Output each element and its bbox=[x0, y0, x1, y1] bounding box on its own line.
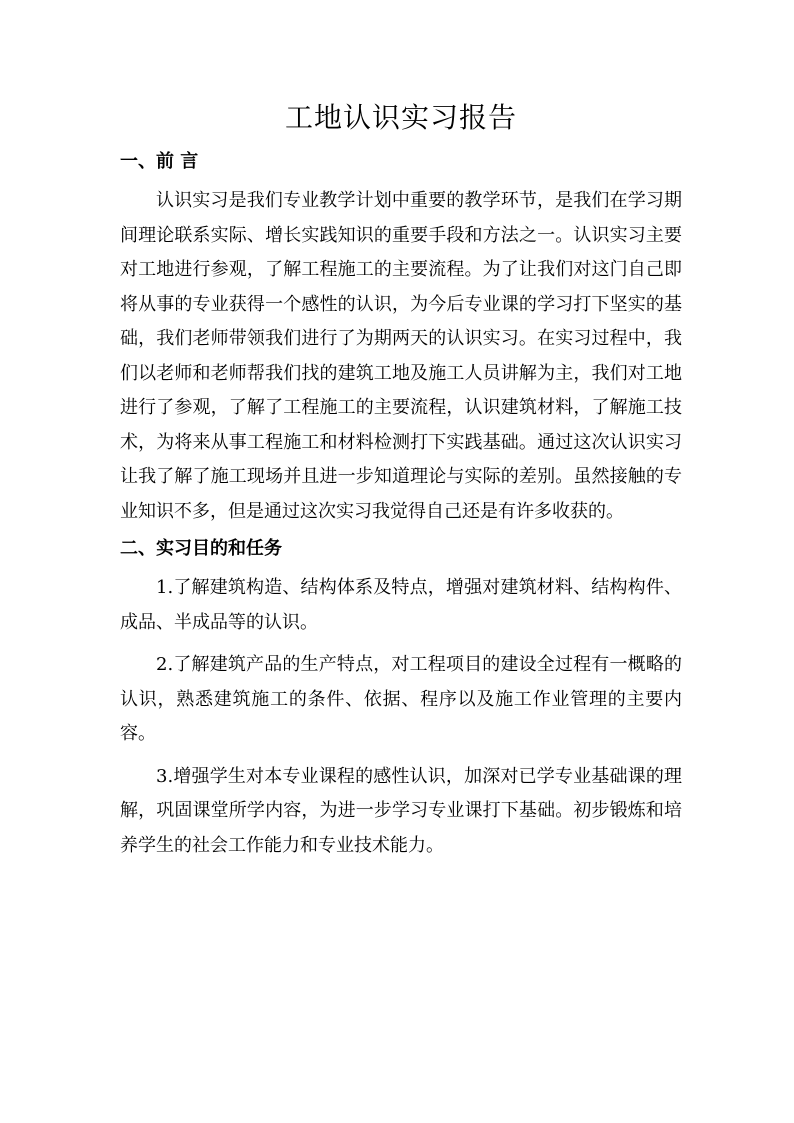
document-title: 工地认识实习报告 bbox=[284, 101, 517, 134]
section-heading-objectives: 二、实习目的和任务 bbox=[120, 538, 282, 559]
objective-item-2: 2.了解建筑产品的生产特点，对工程项目的建设全过程有一概略的认识，熟悉建筑施工的条件、依据、程序以及施工作业管理的主要内容。 bbox=[120, 654, 682, 744]
section-heading-preface: 一、前 言 bbox=[120, 151, 199, 172]
objective-item-1: 1.了解建筑构造、结构体系及特点，增强对建筑材料、结构构件、成品、半成品等的认识。 bbox=[120, 577, 682, 633]
preface-paragraph: 认识实习是我们专业教学计划中重要的教学环节，是我们在学习期间理论联系实际、增长实践知识的重要手段和方法之一。认识实习主要对工地进行参观，了解工程施工的主要流程。为了让我们对这门自己即将从事的专业获得一个感性的认识，为今后专业课的学习打下坚实的基础，我们老师带领我们进行了为期两天的认识实习。在实习过程中，我们以老师和老师帮我们找的建筑工地及施工人员讲解为主，我们对工地进行了参观，了解了工程施工的主要流程，认识建筑材料，了解施工技术，为将来从事工程施工和材料检测打下实践基础。通过这次认识实习让我了解了施工现场并且进一步知道理论与实际的差别。虽然接触的专业知识不多，但是通过这次实习我觉得自己还是有许多收获的。 bbox=[120, 190, 682, 522]
objective-item-3: 3.增强学生对本专业课程的感性认识，加深对已学专业基础课的理解，巩固课堂所学内容，为进一步学习专业课打下基础。初步锻炼和培养学生的社会工作能力和专业技术能力。 bbox=[120, 765, 682, 856]
